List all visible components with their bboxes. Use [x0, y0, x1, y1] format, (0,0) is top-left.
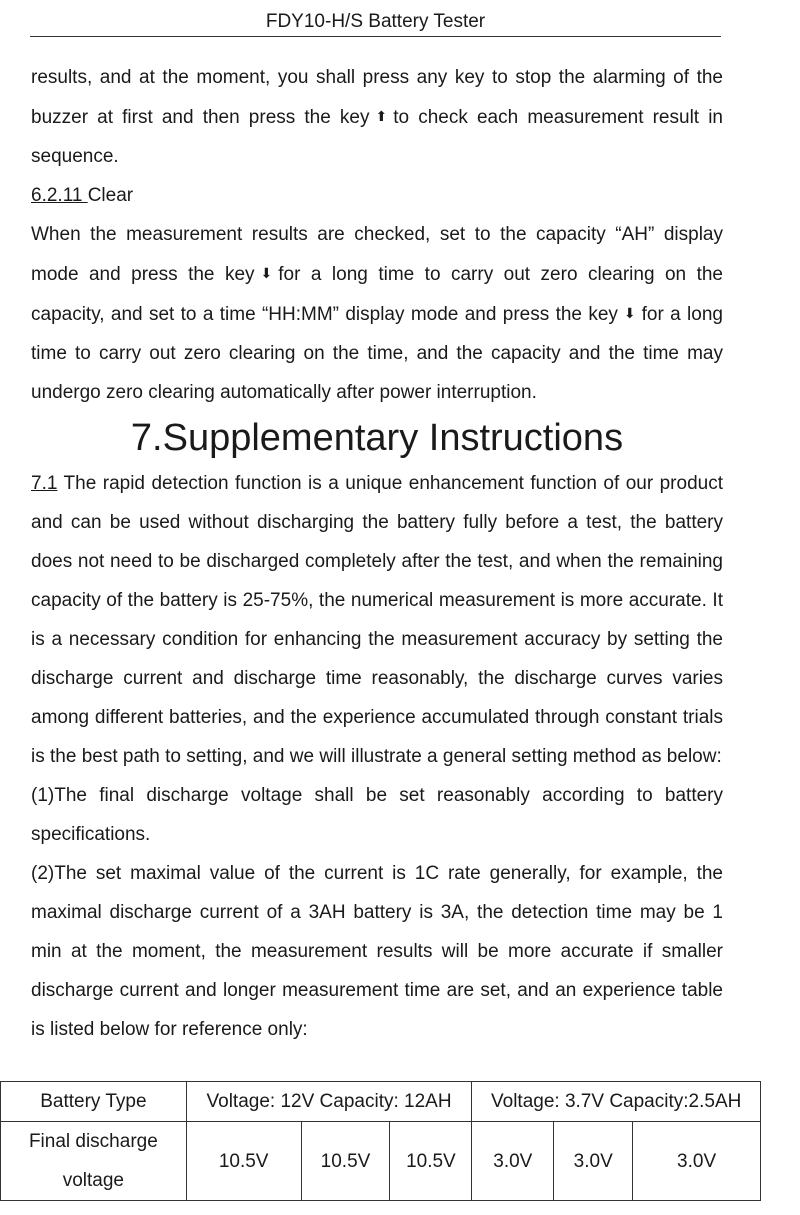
page-header: FDY10-H/S Battery Tester — [30, 10, 721, 37]
paragraph-7-1 — [31, 464, 723, 776]
table-header-group-3-7v: Voltage: 3.7V Capacity:2.5AH — [472, 1082, 761, 1122]
paragraph-results-text-b: to check each measurement result in sequence. — [31, 107, 723, 167]
table-cell: 3.0V — [633, 1122, 761, 1201]
table-row — [1, 1082, 761, 1122]
paragraph-clear — [31, 215, 723, 412]
table-row-label-final-discharge: Final discharge voltage — [1, 1122, 187, 1201]
section-number-6-2-11: 6.2.11 — [31, 185, 88, 206]
experience-table — [0, 1081, 761, 1201]
arrow-up-icon: ⬆ — [375, 108, 388, 124]
list-item-2: (2)The set maximal value of the current is 1C rate generally, for example, the maximal discharge current of a 3AH battery is 3A, the detection time may be 1 min at the moment, the measurement results will be more accurate if smaller discharge current and longer measurement time are set, and an experience table is listed below for reference only: — [31, 863, 723, 1040]
paragraph-clear-text-a: When the measurement results are checked, set to the capacity “AH” display mode and press the key — [31, 224, 723, 285]
table-header-group-12v: Voltage: 12V Capacity: 12AH — [186, 1082, 472, 1122]
document-body — [31, 58, 723, 1049]
table-cell: 3.0V — [472, 1122, 554, 1201]
table-cell: 10.5V — [390, 1122, 472, 1201]
arrow-down-icon: ⬇ — [260, 265, 273, 281]
paragraph-7-1-text: The rapid detection function is a unique enhancement function of our product and can be used without discharging the battery fully before a test, the battery does not need to be discharged completely after the test, and when the remaining capacity of the battery is 25-75%, the numerical measurement is more accurate. It is a necessary condition for enhancing the measurement accuracy by setting the discharge current and discharge time reasonably, the discharge curves varies among different batteries, and the experience accumulated through constant trials is the best path to setting, and we will illustrate a general setting method as below: — [31, 473, 723, 767]
paragraph-results — [31, 58, 723, 176]
paragraph-clear-text-c: for a long time to carry out zero clearing on the time, and the capacity and the time may undergo zero clearing automatically after power interruption. — [31, 304, 723, 403]
table-cell: 10.5V — [301, 1122, 390, 1201]
table-cell: 3.0V — [554, 1122, 633, 1201]
paragraph-clear-text-b: for a long time to carry out zero clearing on the capacity, and set to a time “HH:MM” display mode and press the key — [31, 264, 723, 325]
paragraph-results-text-a: results, and at the moment, you shall press any key to stop the alarming of the buzzer at first and then press the key — [31, 67, 723, 128]
section-number-7-1: 7.1 — [31, 473, 58, 494]
arrow-down-icon: ⬇ — [623, 305, 636, 321]
list-item-1: (1)The final discharge voltage shall be set reasonably according to battery specifications. — [31, 785, 723, 845]
section-title-supplementary: 7.Supplementary Instructions — [130, 417, 624, 459]
table-row — [1, 1122, 761, 1201]
section-heading-clear — [31, 176, 723, 215]
table-cell: 10.5V — [186, 1122, 301, 1201]
table-header-battery-type: Battery Type — [1, 1082, 187, 1122]
section-title-clear: Clear — [87, 185, 134, 206]
